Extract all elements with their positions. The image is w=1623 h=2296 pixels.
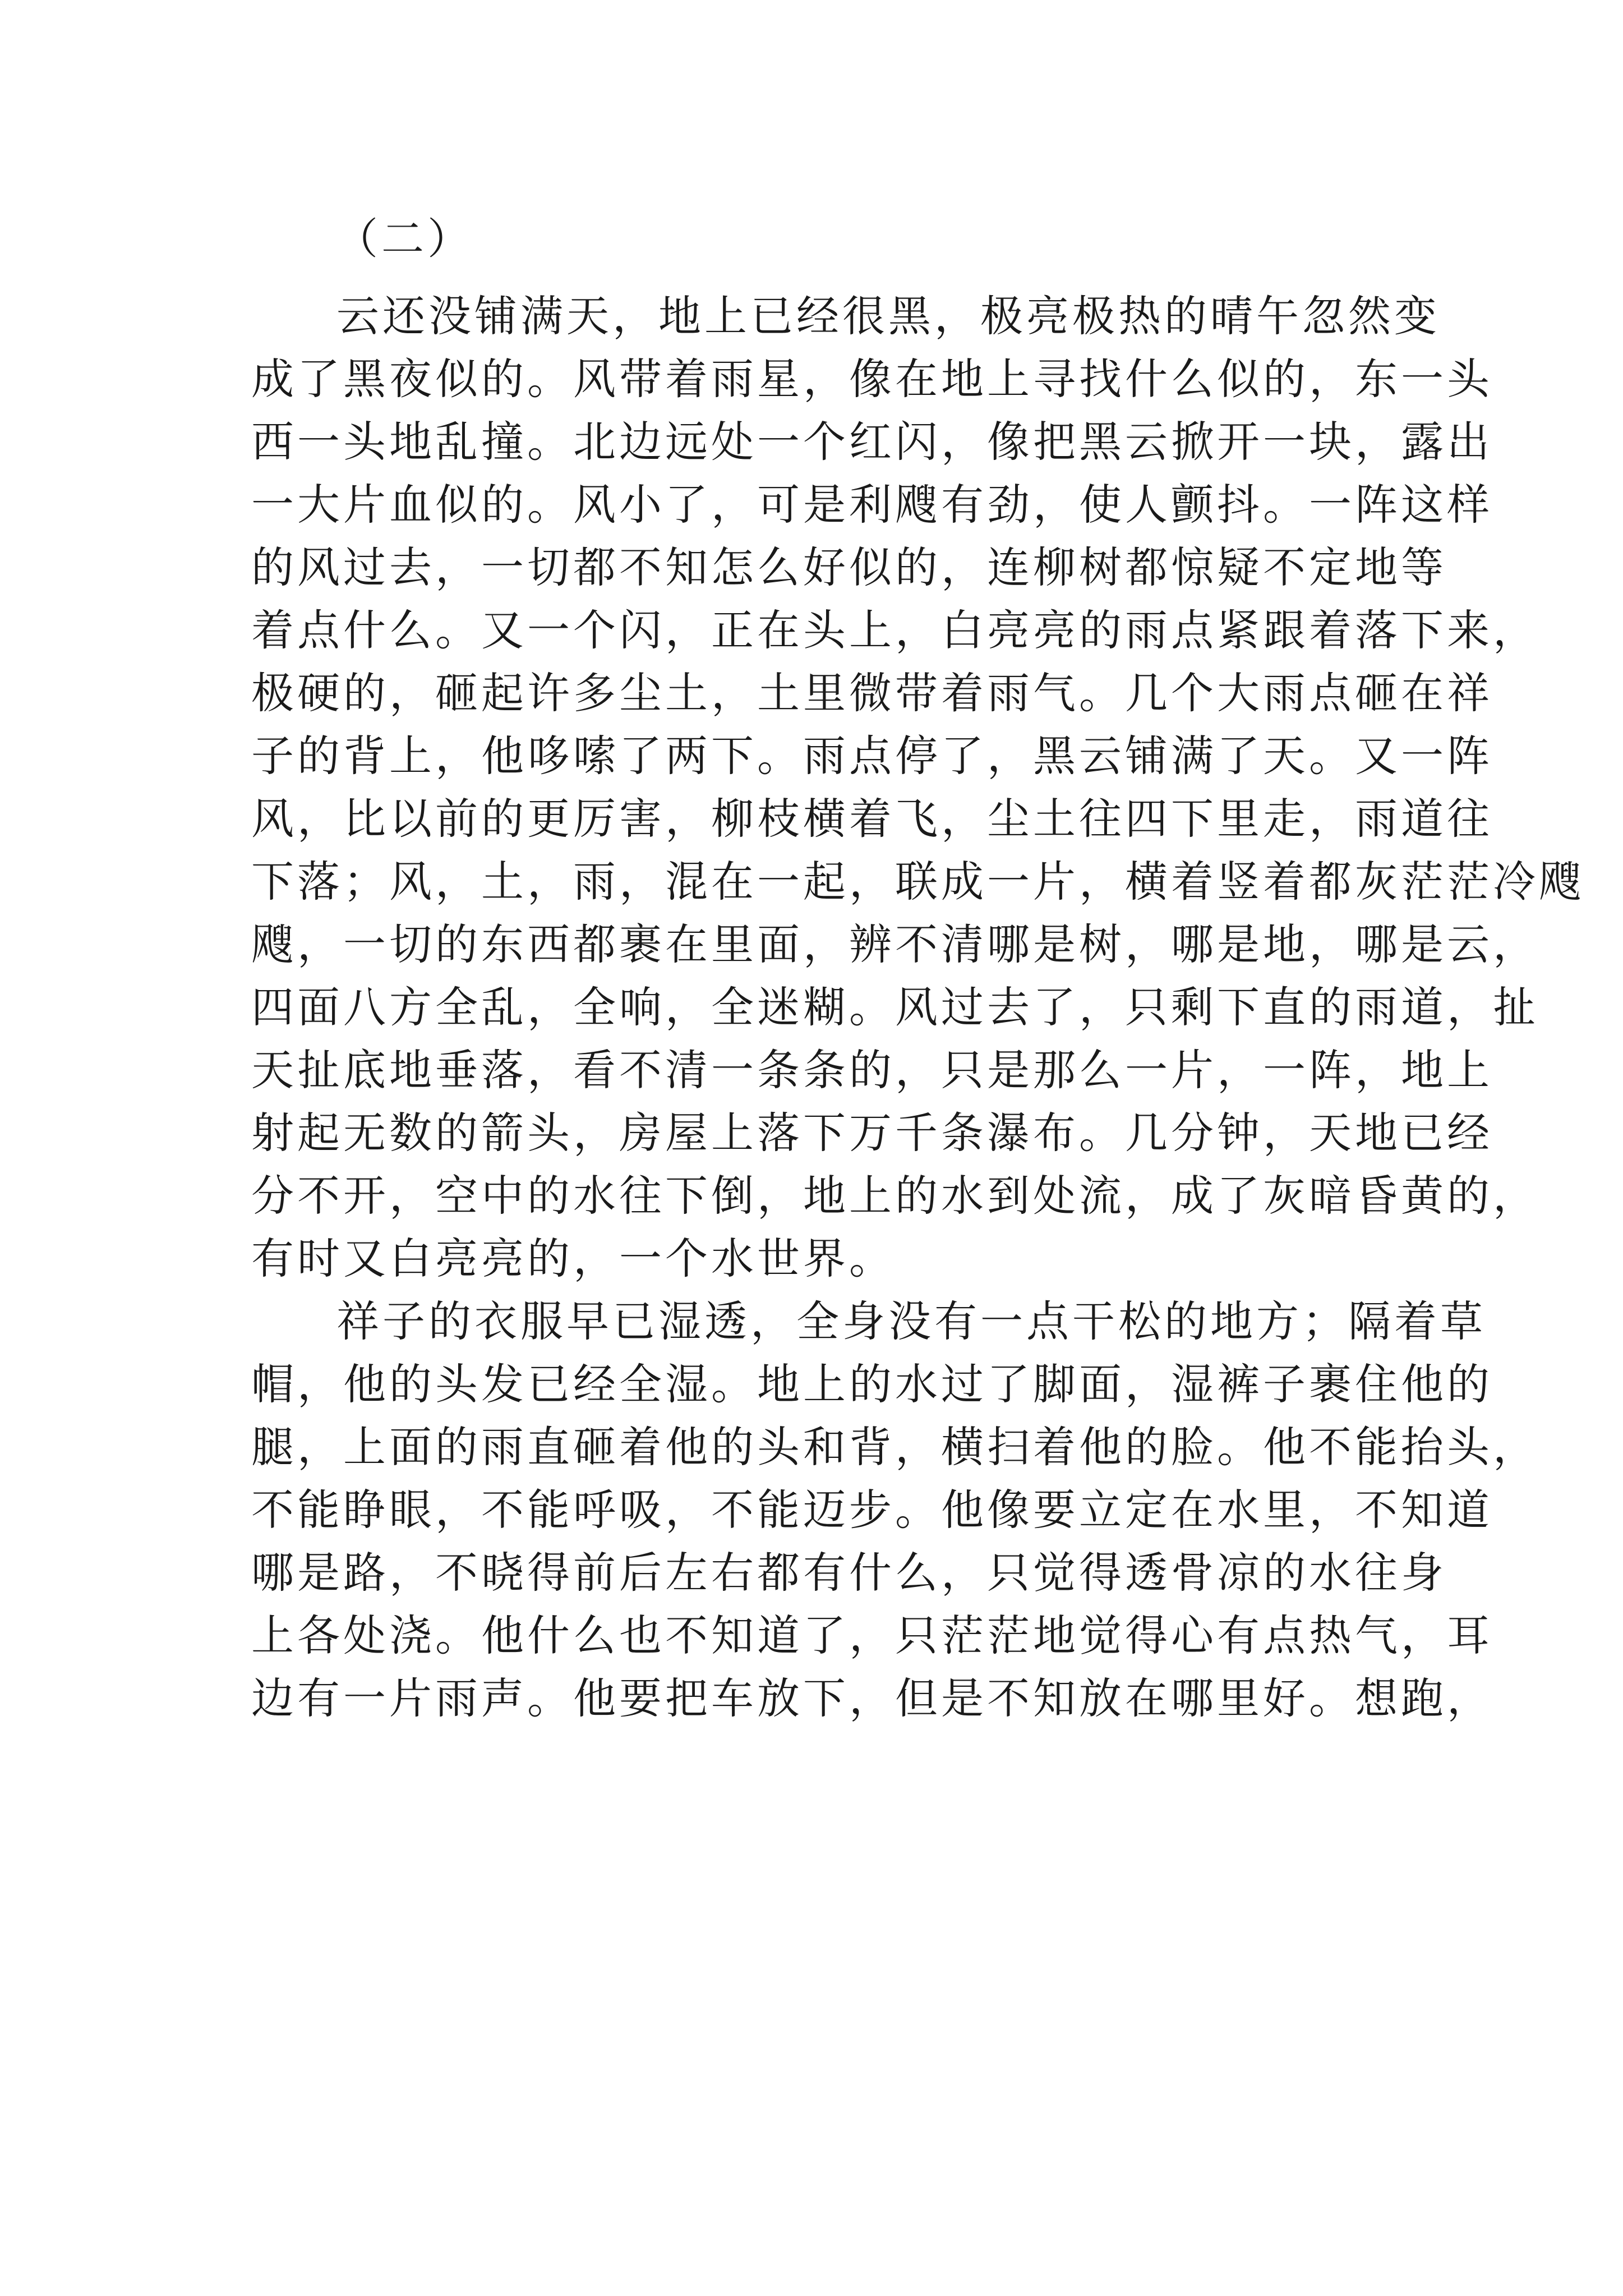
text-line: 的风过去，一切都不知怎么好似的，连柳树都惊疑不定地等	[251, 542, 1447, 592]
text-line: 四面八方全乱，全响，全迷糊。风过去了，只剩下直的雨道，扯	[251, 982, 1539, 1032]
paragraph-2	[251, 1290, 1539, 1730]
text-line: 射起无数的箭头，房屋上落下万千条瀑布。几分钟，天地已经	[251, 1108, 1493, 1158]
text-line: 帽，他的头发已经全湿。地上的水过了脚面，湿裤子裹住他的	[251, 1359, 1493, 1409]
text-line: 祥子的衣服早已湿透，全身没有一点干松的地方；隔着草	[336, 1296, 1486, 1346]
paragraph-1	[251, 285, 1585, 1290]
text-line: 子的背上，他哆嗦了两下。雨点停了，黑云铺满了天。又一阵	[251, 731, 1493, 781]
text-line: 天扯底地垂落，看不清一条条的，只是那么一片，一阵，地上	[251, 1045, 1493, 1095]
text-line: 成了黑夜似的。风带着雨星，像在地上寻找什么似的，东一头	[251, 354, 1493, 404]
text-line: 极硬的，砸起许多尘土，土里微带着雨气。几个大雨点砸在祥	[251, 668, 1493, 718]
text-line: 分不开，空中的水往下倒，地上的水到处流，成了灰暗昏黄的，	[251, 1171, 1539, 1221]
text-line: 不能睁眼，不能呼吸，不能迈步。他像要立定在水里，不知道	[251, 1485, 1493, 1535]
body-text	[251, 208, 1585, 1730]
text-line: 西一头地乱撞。北边远处一个红闪，像把黑云掀开一块，露出	[251, 417, 1493, 467]
text-line: 边有一片雨声。他要把车放下，但是不知放在哪里好。想跑，	[251, 1673, 1493, 1723]
text-line: 云还没铺满天，地上已经很黑，极亮极热的晴午忽然变	[336, 291, 1440, 341]
text-line: 有时又白亮亮的，一个水世界。	[251, 1234, 895, 1283]
section-heading: （二）	[335, 214, 473, 264]
text-line: 上各处浇。他什么也不知道了，只茫茫地觉得心有点热气，耳	[251, 1611, 1493, 1660]
text-line: 飕，一切的东西都裹在里面，辨不清哪是树，哪是地，哪是云，	[251, 919, 1539, 969]
text-line: 一大片血似的。风小了，可是利飕有劲，使人颤抖。一阵这样	[251, 480, 1493, 530]
text-line: 腿，上面的雨直砸着他的头和背，横扫着他的脸。他不能抬头，	[251, 1422, 1539, 1472]
text-line: 着点什么。又一个闪，正在头上，白亮亮的雨点紧跟着落下来，	[251, 605, 1539, 655]
text-line: 下落；风，土，雨，混在一起，联成一片，横着竖着都灰茫茫冷飕	[251, 857, 1585, 907]
text-line: 哪是路，不晓得前后左右都有什么，只觉得透骨凉的水往身	[251, 1548, 1447, 1598]
text-line: 风，比以前的更厉害，柳枝横着飞，尘土往四下里走，雨道往	[251, 794, 1493, 844]
